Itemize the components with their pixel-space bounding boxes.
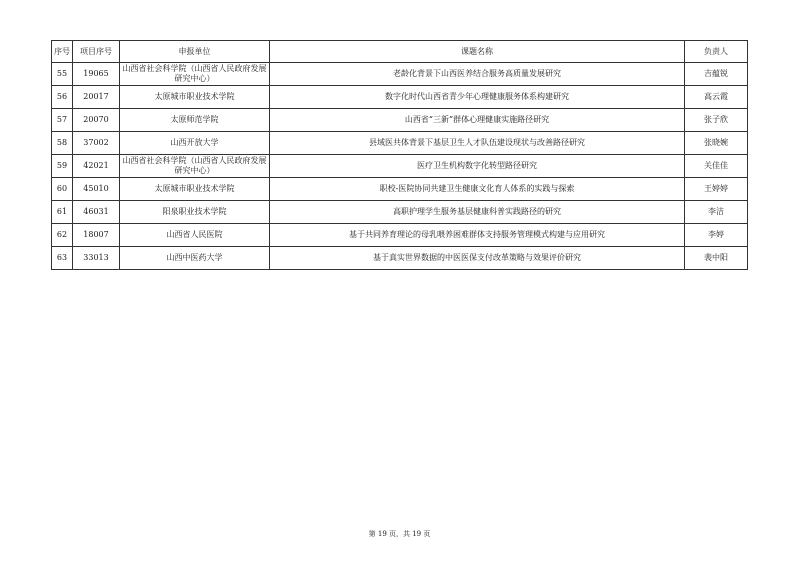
cell-project-no: 19065	[73, 63, 120, 86]
cell-serial: 58	[52, 132, 73, 155]
cell-topic-name: 县域医共体背景下基层卫生人才队伍建设现状与改善路径研究	[270, 132, 685, 155]
cell-project-no: 18007	[73, 224, 120, 247]
cell-topic-name: 医疗卫生机构数字化转型路径研究	[270, 155, 685, 178]
cell-applicant-unit: 太原城市职业技术学院	[120, 86, 270, 109]
cell-serial: 61	[52, 201, 73, 224]
table-row	[52, 155, 748, 178]
cell-topic-name: 数字化时代山西省青少年心理健康服务体系构建研究	[270, 86, 685, 109]
cell-serial: 63	[52, 247, 73, 270]
cell-applicant-unit: 太原城市职业技术学院	[120, 178, 270, 201]
cell-leader: 高云霞	[685, 86, 748, 109]
cell-leader: 吉蕴锐	[685, 63, 748, 86]
table-row	[52, 132, 748, 155]
cell-leader: 李洁	[685, 201, 748, 224]
header-serial: 序号	[52, 41, 73, 63]
cell-leader: 张晓婉	[685, 132, 748, 155]
cell-leader: 裴中阳	[685, 247, 748, 270]
table-row	[52, 63, 748, 86]
table-row	[52, 247, 748, 270]
cell-topic-name: 基于真实世界数据的中医医保支付改革策略与效果评价研究	[270, 247, 685, 270]
table-row	[52, 109, 748, 132]
table-row	[52, 201, 748, 224]
cell-project-no: 33013	[73, 247, 120, 270]
cell-project-no: 45010	[73, 178, 120, 201]
cell-applicant-unit: 太原师范学院	[120, 109, 270, 132]
header-leader: 负责人	[685, 41, 748, 63]
header-applicant-unit: 申报单位	[120, 41, 270, 63]
cell-applicant-unit: 阳泉职业技术学院	[120, 201, 270, 224]
cell-leader: 张子欣	[685, 109, 748, 132]
cell-leader: 王婷婷	[685, 178, 748, 201]
cell-serial: 57	[52, 109, 73, 132]
cell-project-no: 37002	[73, 132, 120, 155]
cell-project-no: 20017	[73, 86, 120, 109]
cell-leader: 李婷	[685, 224, 748, 247]
cell-topic-name: 职校-医院协同共建卫生健康文化育人体系的实践与探索	[270, 178, 685, 201]
cell-project-no: 20070	[73, 109, 120, 132]
table-header-row	[52, 41, 748, 63]
header-topic-name: 课题名称	[270, 41, 685, 63]
cell-project-no: 42021	[73, 155, 120, 178]
cell-serial: 62	[52, 224, 73, 247]
header-project-no: 项目序号	[73, 41, 120, 63]
cell-applicant-unit: 山西省人民医院	[120, 224, 270, 247]
cell-serial: 55	[52, 63, 73, 86]
cell-applicant-unit: 山西省社会科学院（山西省人民政府发展研究中心）	[120, 63, 270, 86]
cell-serial: 59	[52, 155, 73, 178]
cell-applicant-unit: 山西省社会科学院（山西省人民政府发展研究中心）	[120, 155, 270, 178]
cell-leader: 关佳佳	[685, 155, 748, 178]
cell-applicant-unit: 山西中医药大学	[120, 247, 270, 270]
page-number-footer: 第 19 页，共 19 页	[368, 530, 431, 538]
table-row	[52, 86, 748, 109]
cell-serial: 60	[52, 178, 73, 201]
cell-topic-name: 山西省“三新”群体心理健康实施路径研究	[270, 109, 685, 132]
table-row	[52, 178, 748, 201]
cell-project-no: 46031	[73, 201, 120, 224]
table-row	[52, 224, 748, 247]
cell-serial: 56	[52, 86, 73, 109]
cell-topic-name: 老龄化背景下山西医养结合服务高质量发展研究	[270, 63, 685, 86]
cell-topic-name: 高职护理学生服务基层健康科普实践路径的研究	[270, 201, 685, 224]
cell-applicant-unit: 山西开放大学	[120, 132, 270, 155]
projects-table	[51, 40, 748, 270]
cell-topic-name: 基于共同养育理论的母乳喂养困难群体支持服务管理模式构建与应用研究	[270, 224, 685, 247]
